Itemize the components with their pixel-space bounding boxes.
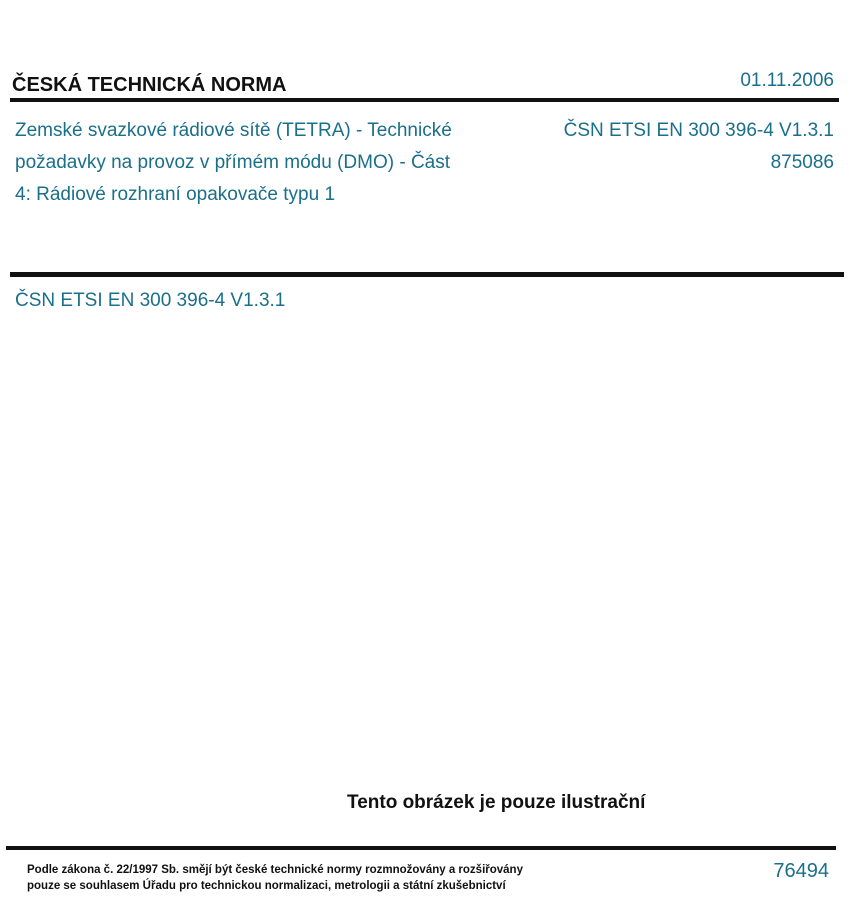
top-divider: [10, 98, 839, 102]
standard-title-line: Zemské svazkové rádiové sítě (TETRA) - Technické: [15, 120, 452, 141]
standard-title-line: požadavky na provoz v přímém módu (DMO) - Část: [15, 152, 451, 173]
legal-notice: [27, 862, 523, 894]
document-number: 76494: [773, 860, 829, 882]
legal-notice-line: Podle zákona č. 22/1997 Sb. smějí být české technické normy rozmnožovány a rozšiřovány: [27, 864, 523, 876]
illustration-note: Tento obrázek je pouze ilustrační: [347, 792, 646, 813]
standard-title-line: 4: Rádiové rozhraní opakovače typu 1: [15, 184, 336, 205]
standard-code: ČSN ETSI EN 300 396-4 V1.3.1: [563, 120, 834, 141]
section-divider: [10, 272, 844, 277]
classification-number: 875086: [770, 152, 834, 173]
document-type-heading: ČESKÁ TECHNICKÁ NORMA: [12, 74, 287, 96]
standard-code-block: [564, 115, 834, 179]
standard-sub-code: ČSN ETSI EN 300 396-4 V1.3.1: [15, 290, 286, 311]
standard-title: [15, 115, 515, 211]
issue-date: 01.11.2006: [740, 70, 834, 91]
footer-divider: [6, 846, 836, 850]
legal-notice-line: pouze se souhlasem Úřadu pro technickou normalizaci, metrologii a státní zkušebnictví: [27, 880, 506, 892]
